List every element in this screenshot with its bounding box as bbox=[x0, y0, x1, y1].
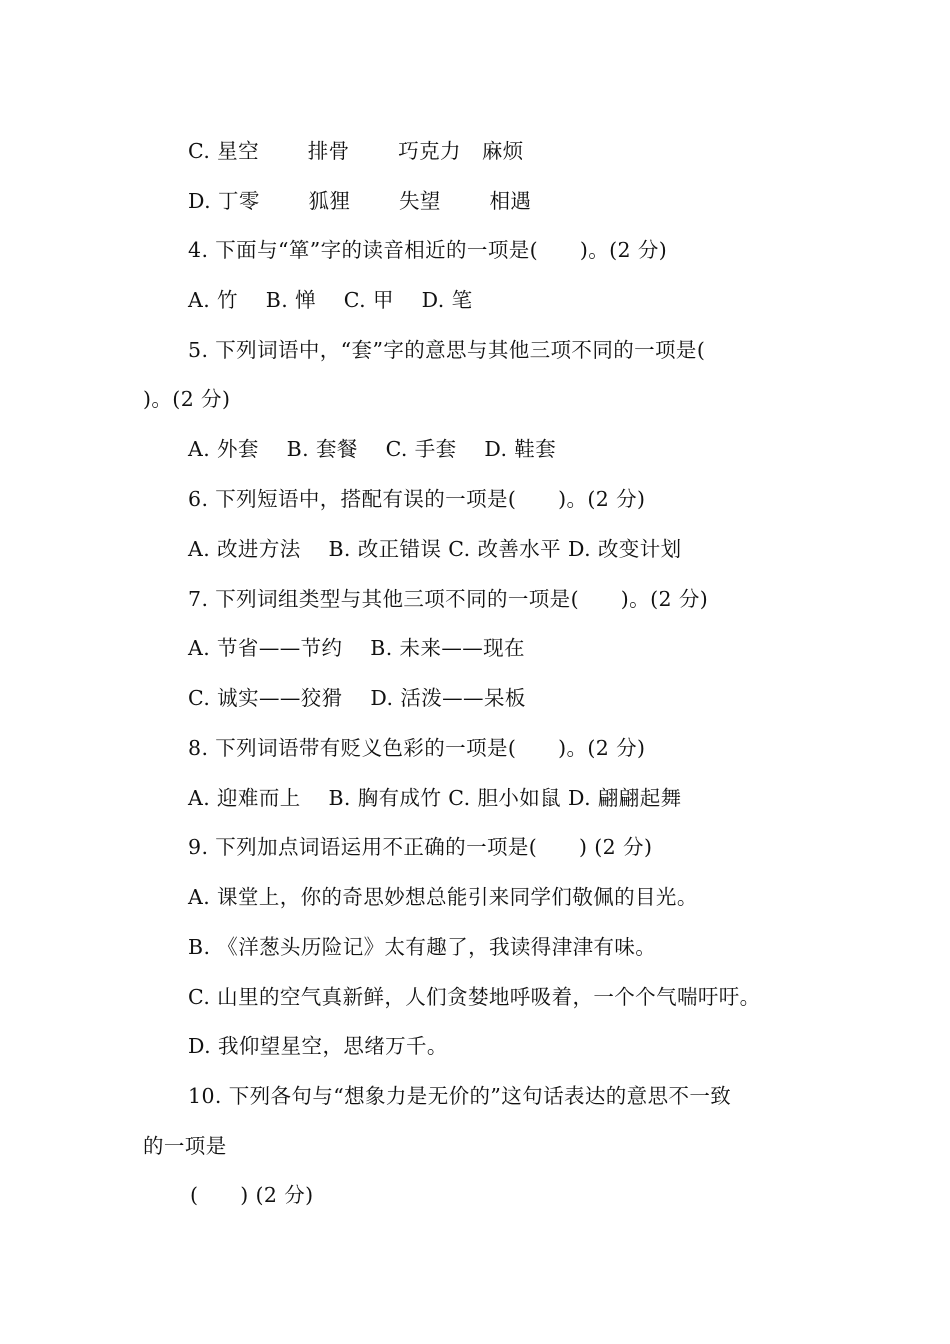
question-6: 6. 下列短语中，搭配有误的一项是( )。(2 分) bbox=[188, 487, 646, 511]
question-5-options: A. 外套 B. 套餐 C. 手套 D. 鞋套 bbox=[188, 437, 557, 461]
question-9-option-c: C. 山里的空气真新鲜，人们贪婪地呼吸着，一个个气喘吁吁。 bbox=[188, 985, 761, 1009]
question-9-option-d: D. 我仰望星空，思绪万千。 bbox=[188, 1034, 448, 1058]
question-5-continued: )。(2 分) bbox=[143, 387, 231, 411]
line-d-options-q3: D. 丁零 狐狸 失望 相遇 bbox=[188, 189, 532, 213]
question-8: 8. 下列词语带有贬义色彩的一项是( )。(2 分) bbox=[188, 736, 646, 760]
question-9-option-a: A. 课堂上，你的奇思妙想总能引来同学们敬佩的目光。 bbox=[188, 885, 698, 909]
question-4: 4. 下面与“箪”字的读音相近的一项是( )。(2 分) bbox=[188, 238, 668, 262]
question-10-answer-blank: ( ) (2 分) bbox=[190, 1183, 314, 1207]
question-8-options: A. 迎难而上 B. 胸有成竹 C. 胆小如鼠 D. 翩翩起舞 bbox=[188, 786, 682, 810]
question-6-options: A. 改进方法 B. 改正错误 C. 改善水平 D. 改变计划 bbox=[188, 537, 682, 561]
question-7: 7. 下列词组类型与其他三项不同的一项是( )。(2 分) bbox=[188, 587, 709, 611]
question-7-options-ab: A. 节省——节约 B. 未来——现在 bbox=[188, 636, 525, 660]
question-5: 5. 下列词语中，“套”字的意思与其他三项不同的一项是( bbox=[188, 338, 706, 362]
question-10-continued: 的一项是 bbox=[143, 1134, 227, 1158]
question-10: 10. 下列各句与“想象力是无价的”这句话表达的意思不一致 bbox=[188, 1084, 732, 1108]
question-7-options-cd: C. 诚实——狡猾 D. 活泼——呆板 bbox=[188, 686, 526, 710]
question-9: 9. 下列加点词语运用不正确的一项是( ) (2 分) bbox=[188, 835, 653, 859]
question-9-option-b: B. 《洋葱头历险记》太有趣了，我读得津津有味。 bbox=[188, 935, 657, 959]
question-4-options: A. 竹 B. 惮 C. 甲 D. 笔 bbox=[188, 288, 473, 312]
line-c-options-q3: C. 星空 排骨 巧克力 麻烦 bbox=[188, 139, 524, 163]
